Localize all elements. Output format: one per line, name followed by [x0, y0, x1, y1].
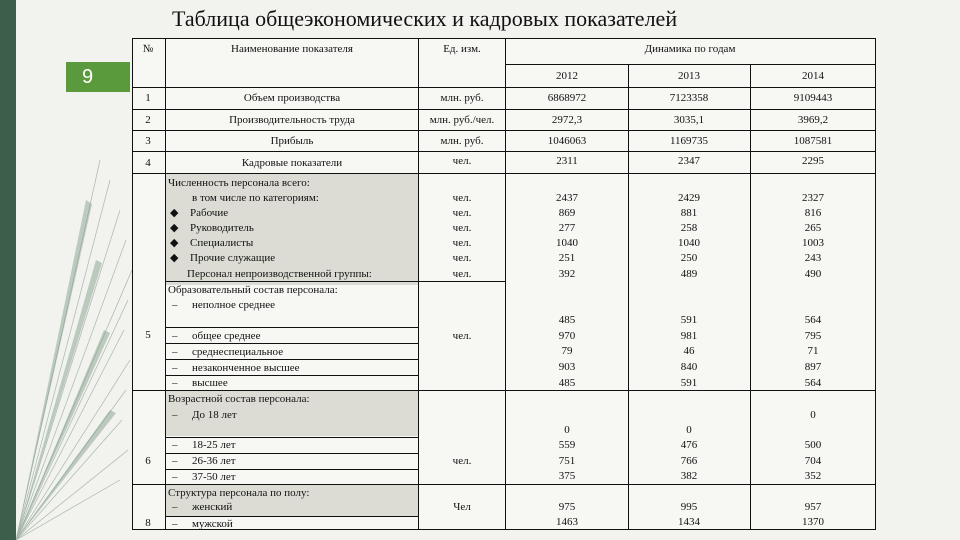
section-num: 8	[145, 517, 151, 529]
header-num: №	[142, 43, 154, 55]
staff-item-unit: чел.	[452, 252, 472, 264]
row-num: 4	[145, 157, 151, 169]
staff-title: Численность персонала всего:	[168, 177, 310, 189]
age-value: 375	[558, 470, 576, 482]
staff-item-label: Рабочие	[190, 207, 229, 219]
dash-bullet-icon: –	[172, 299, 178, 311]
staff-item-value: 1040	[678, 237, 700, 249]
year-2012: 2012	[556, 70, 578, 82]
gender-value: 1434	[678, 516, 700, 528]
education-item-label: среднеспециальное	[192, 346, 284, 358]
row-unit: млн. руб./чел.	[429, 114, 495, 126]
staff-item-label: Специалисты	[190, 237, 254, 249]
gender-unit: Чел	[453, 501, 471, 513]
age-value: 0	[564, 424, 570, 436]
age-value: 751	[558, 455, 576, 467]
staff-nonprod-unit: чел.	[452, 268, 472, 280]
staff-item-value: 1040	[556, 237, 578, 249]
gender-value: 1370	[802, 516, 824, 528]
age-title: Возрастной состав персонала:	[168, 393, 310, 405]
section-num: 5	[145, 329, 151, 341]
education-value: 71	[807, 345, 819, 357]
header-unit: Ед. изм.	[443, 43, 481, 55]
staff-item-unit: чел.	[452, 237, 472, 249]
row-name: Объем производства	[243, 92, 341, 104]
staff-item-value: 265	[804, 222, 822, 234]
row-unit: млн. руб.	[440, 92, 484, 104]
staff-item-value: 258	[680, 222, 698, 234]
education-value: 485	[558, 377, 576, 389]
page-title: Таблица общеэкономических и кадровых показателей	[172, 6, 678, 31]
staff-item-value: 816	[804, 207, 822, 219]
dash-bullet-icon: –	[172, 501, 178, 513]
age-value: 352	[804, 470, 822, 482]
staff-item-value: 1003	[802, 237, 824, 249]
staff-item-value: 881	[680, 207, 698, 219]
gender-item-label: мужской	[192, 518, 233, 530]
row-value: 2311	[556, 155, 578, 167]
slide-number: 9	[82, 66, 94, 88]
dash-bullet-icon: –	[172, 346, 178, 358]
dash-bullet-icon: –	[172, 409, 178, 421]
row-value: 9109443	[793, 92, 833, 104]
age-unit: чел.	[452, 455, 472, 467]
age-value: 382	[680, 470, 698, 482]
education-value: 903	[558, 361, 576, 373]
dash-bullet-icon: –	[172, 377, 178, 389]
age-value: 704	[804, 455, 822, 467]
year-2013: 2013	[678, 70, 700, 82]
education-value: 897	[804, 361, 822, 373]
diamond-bullet-icon: ◆	[170, 252, 179, 264]
staff-item-value: 243	[804, 252, 822, 264]
age-value: 0	[686, 424, 692, 436]
row-num: 2	[145, 114, 151, 126]
staff-nonprod-value: 490	[804, 268, 822, 280]
staff-item-label: Прочие служащие	[190, 252, 276, 264]
row-value: 2972,3	[551, 114, 583, 126]
education-value: 840	[680, 361, 698, 373]
dash-bullet-icon: –	[172, 439, 178, 451]
row-value: 3969,2	[797, 114, 829, 126]
dash-bullet-icon: –	[172, 455, 178, 467]
staff-nonprod-label: Персонал непроизводственной группы:	[187, 268, 372, 280]
row-value: 1169735	[669, 135, 709, 147]
staff-item-value: 869	[558, 207, 576, 219]
row-unit: млн. руб.	[440, 135, 484, 147]
row-num: 3	[145, 135, 151, 147]
gender-title: Структура персонала по полу:	[168, 487, 310, 499]
diamond-bullet-icon: ◆	[170, 237, 179, 249]
diamond-bullet-icon: ◆	[170, 207, 179, 219]
age-value: 766	[680, 455, 698, 467]
staff-total-value: 2437	[556, 192, 578, 204]
age-value: 0	[810, 409, 816, 421]
dash-bullet-icon: –	[172, 330, 178, 342]
staff-item-value: 250	[680, 252, 698, 264]
education-value: 591	[680, 314, 698, 326]
education-value: 564	[804, 314, 822, 326]
gender-value: 975	[558, 501, 576, 513]
education-value: 485	[558, 314, 576, 326]
education-value: 795	[804, 330, 822, 342]
row-value: 3035,1	[673, 114, 705, 126]
slide-number-badge	[66, 62, 130, 92]
staff-nonprod-value: 392	[558, 268, 576, 280]
row-name: Производительность труда	[229, 114, 355, 126]
education-value: 981	[680, 330, 698, 342]
header-name: Наименование показателя	[231, 43, 353, 55]
staff-item-label: Руководитель	[190, 222, 254, 234]
row-value: 7123358	[669, 92, 709, 104]
row-value: 2347	[678, 155, 700, 167]
education-item-label: незаконченное высшее	[192, 362, 300, 374]
age-item-label: 26-36 лет	[192, 455, 236, 467]
education-value: 970	[558, 330, 576, 342]
education-title: Образовательный состав персонала:	[168, 284, 338, 296]
header-dynamics: Динамика по годам	[644, 43, 736, 55]
age-value: 500	[804, 439, 822, 451]
row-unit: чел.	[452, 155, 472, 167]
year-2014: 2014	[802, 70, 824, 82]
staff-item-value: 251	[558, 252, 576, 264]
row-value: 2295	[802, 155, 824, 167]
age-value: 559	[558, 439, 576, 451]
staff-total-value: 2327	[802, 192, 824, 204]
diamond-bullet-icon: ◆	[170, 222, 179, 234]
staff-total-value: 2429	[678, 192, 700, 204]
age-item-label: До 18 лет	[192, 409, 237, 421]
education-item-label: общее среднее	[192, 330, 261, 342]
age-item-label: 37-50 лет	[192, 471, 236, 483]
indicators-table	[132, 38, 876, 530]
dash-bullet-icon: –	[172, 471, 178, 483]
education-value: 46	[683, 345, 695, 357]
gender-value: 1463	[556, 516, 578, 528]
row-value: 6868972	[547, 92, 587, 104]
staff-nonprod-value: 489	[680, 268, 698, 280]
staff-subtitle: в том числе по категориям:	[192, 192, 319, 204]
education-item-label: высшее	[192, 377, 228, 389]
age-value: 476	[680, 439, 698, 451]
dash-bullet-icon: –	[172, 362, 178, 374]
row-num: 1	[145, 92, 151, 104]
row-value: 1046063	[547, 135, 587, 147]
row-name: Прибыль	[270, 135, 314, 147]
staff-item-unit: чел.	[452, 222, 472, 234]
staff-item-value: 277	[558, 222, 576, 234]
gender-value: 957	[804, 501, 822, 513]
dash-bullet-icon: –	[172, 518, 178, 530]
section-num: 6	[145, 455, 151, 467]
staff-item-unit: чел.	[452, 207, 472, 219]
education-unit: чел.	[452, 330, 472, 342]
gender-item-label: женский	[192, 501, 233, 513]
education-item-label: неполное среднее	[192, 299, 276, 311]
age-item-label: 18-25 лет	[192, 439, 236, 451]
education-value: 564	[804, 377, 822, 389]
education-value: 79	[561, 345, 573, 357]
row-value: 1087581	[793, 135, 833, 147]
education-value: 591	[680, 377, 698, 389]
row-name: Кадровые показатели	[241, 157, 343, 169]
gender-value: 995	[680, 501, 698, 513]
staff-total-unit: чел.	[452, 192, 472, 204]
